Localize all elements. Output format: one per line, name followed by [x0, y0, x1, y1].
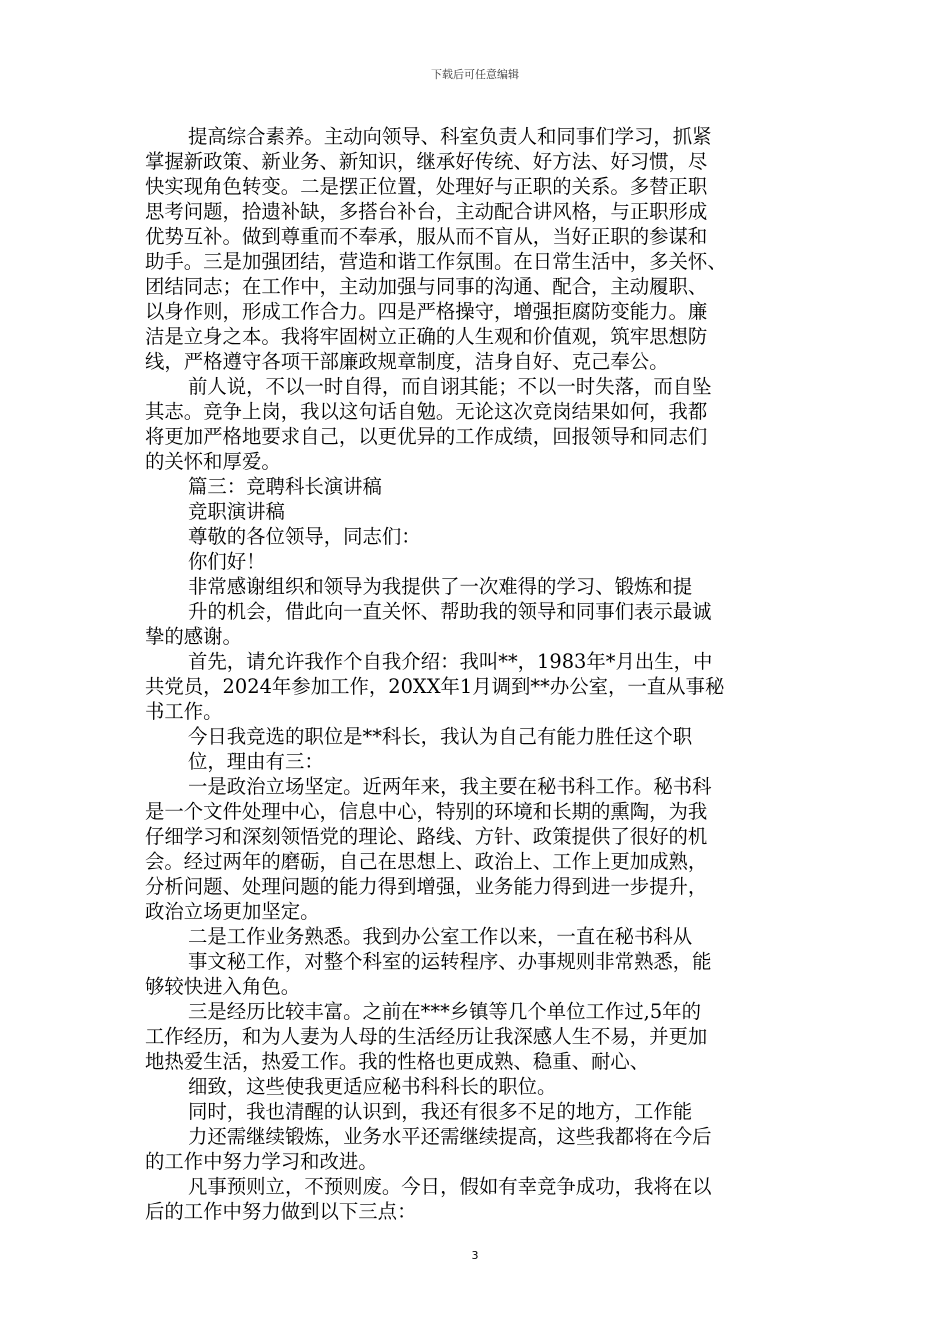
text-line: 力还需继续锻炼，业务水平还需继续提高，这些我都将在今后 — [188, 1125, 712, 1148]
text-line: 分析问题、处理问题的能力得到增强，业务能力得到进一步提升， — [145, 875, 708, 898]
text-line: 地热爱生活，热爱工作。我的性格也更成熟、稳重、耐心、 — [145, 1050, 650, 1073]
text-line: 凡事预则立，不预则废。今日，假如有幸竞争成功，我将在以 — [188, 1175, 712, 1198]
text-line: 一是政治立场坚定。近两年来，我主要在秘书科工作。秘书科 — [188, 775, 712, 798]
text-line: 助手。三是加强团结，营造和谐工作氛围。在日常生活中，多关怀、 — [145, 250, 727, 273]
text-line: 优势互补。做到尊重而不奉承，服从而不盲从，当好正职的参谋和 — [145, 225, 708, 248]
text-line: 其志。竞争上岗，我以这句话自勉。无论这次竞岗结果如何，我都 — [145, 400, 708, 423]
text-line: 洁是立身之本。我将牢固树立正确的人生观和价值观，筑牢思想防 — [145, 325, 708, 348]
text-line: 工作经历，和为人妻为人母的生活经历让我深感人生不易，并更加 — [145, 1025, 708, 1048]
text-line: 团结同志；在工作中，主动加强与同事的沟通、配合，主动履职、 — [145, 275, 708, 298]
text-line: 共党员，2024年参加工作，20XX年1月调到**办公室，一直从事秘 — [145, 675, 725, 698]
text-line: 将更加严格地要求自己，以更优异的工作成绩，回报领导和同志们 — [145, 425, 708, 448]
text-line: 今日我竞选的职位是**科长，我认为自己有能力胜任这个职 — [188, 725, 693, 748]
text-line: 同时，我也清醒的认识到，我还有很多不足的地方，工作能 — [188, 1100, 693, 1123]
text-line: 以身作则，形成工作合力。四是严格操守，增强拒腐防变能力。廉 — [145, 300, 708, 323]
page-number: 3 — [471, 1249, 479, 1262]
text-line: 书工作。 — [145, 700, 223, 723]
text-line: 细致，这些使我更适应秘书科科长的职位。 — [188, 1075, 557, 1098]
text-line: 事文秘工作，对整个科室的运转程序、办事规则非常熟悉，能 — [188, 950, 712, 973]
text-line: 挚的感谢。 — [145, 625, 242, 648]
text-line: 前人说，不以一时自得，而自诩其能；不以一时失落，而自坠 — [188, 375, 712, 398]
text-line: 线，严格遵守各项干部廉政规章制度，洁身自好、克己奉公。 — [145, 350, 669, 373]
text-line: 升的机会，借此向一直关怀、帮助我的领导和同事们表示最诚 — [188, 600, 712, 623]
text-line: 快实现角色转变。二是摆正位置，处理好与正职的关系。多替正职 — [145, 175, 708, 198]
text-line: 够较快进入角色。 — [145, 975, 301, 998]
text-line: 仔细学习和深刻领悟党的理论、路线、方针、政策提供了很好的机 — [145, 825, 708, 848]
text-line: 提高综合素养。主动向领导、科室负责人和同事们学习，抓紧 — [188, 125, 712, 148]
text-line: 的关怀和厚爱。 — [145, 450, 281, 473]
text-line: 你们好！ — [188, 550, 266, 573]
text-line: 篇三：竞聘科长演讲稿 — [188, 475, 382, 498]
page-header: 下载后可任意编辑 — [431, 68, 519, 81]
text-line: 尊敬的各位领导，同志们： — [188, 525, 421, 548]
text-line: 竞职演讲稿 — [188, 500, 285, 523]
text-line: 是一个文件处理中心，信息中心，特别的环境和长期的熏陶，为我 — [145, 800, 708, 823]
text-line: 三是经历比较丰富。之前在***乡镇等几个单位工作过,5年的 — [188, 1000, 701, 1023]
document-body — [145, 124, 805, 1224]
text-line: 后的工作中努力做到以下三点： — [145, 1200, 417, 1223]
text-line: 思考问题，拾遗补缺，多搭台补台，主动配合讲风格，与正职形成 — [145, 200, 708, 223]
text-line: 位，理由有三： — [188, 750, 324, 773]
text-line: 政治立场更加坚定。 — [145, 900, 320, 923]
text-line: 首先，请允许我作个自我介绍：我叫**，1983年*月出生，中 — [188, 650, 713, 673]
text-line: 二是工作业务熟悉。我到办公室工作以来，一直在秘书科从 — [188, 925, 693, 948]
text-line: 的工作中努力学习和改进。 — [145, 1150, 378, 1173]
text-line: 会。经过两年的磨砺，自己在思想上、政治上、工作上更加成熟， — [145, 850, 708, 873]
text-line: 非常感谢组织和领导为我提供了一次难得的学习、锻炼和提 — [188, 575, 693, 598]
text-line: 掌握新政策、新业务、新知识，继承好传统、好方法、好习惯，尽 — [145, 150, 708, 173]
